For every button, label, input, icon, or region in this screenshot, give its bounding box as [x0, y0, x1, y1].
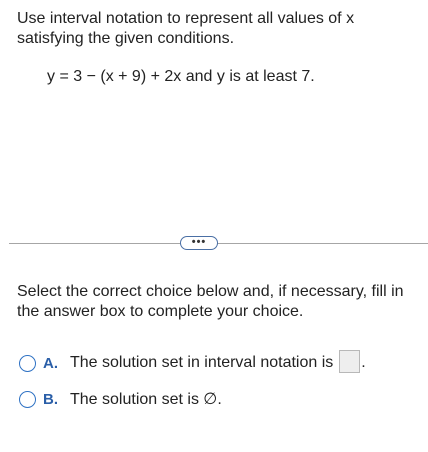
choice-a[interactable]: [19, 351, 366, 375]
expand-button[interactable]: [180, 236, 218, 250]
divider: [9, 243, 428, 244]
radio-button-b[interactable]: [19, 391, 36, 408]
answer-input-box[interactable]: [339, 350, 360, 373]
choice-b-letter: B.: [43, 390, 58, 408]
choice-b[interactable]: [19, 387, 222, 411]
radio-button-a[interactable]: [19, 355, 36, 372]
ellipsis-icon: •••: [191, 235, 207, 248]
question-instructions: Use interval notation to represent all values of x satisfying the given conditions.: [17, 10, 355, 47]
choice-instructions: Select the correct choice below and, if necessary, fill in the answer box to complete your choice.: [17, 283, 404, 320]
choice-b-text: The solution set is ∅.: [70, 391, 222, 408]
choice-a-text: The solution set in interval notation is: [70, 354, 334, 371]
choice-a-letter: A.: [43, 354, 58, 372]
choice-a-period: .: [361, 354, 366, 371]
equation: y = 3 − (x + 9) + 2x and y is at least 7.: [47, 68, 315, 85]
